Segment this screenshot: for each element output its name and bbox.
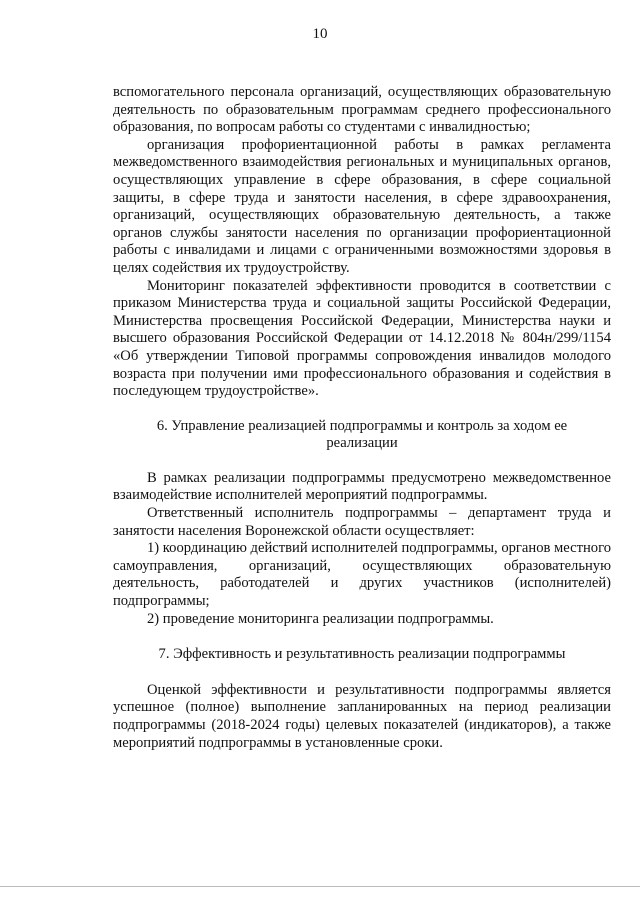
section-6-heading-line-1: 6. Управление реализацией подпрограммы и контроль за ходом ее (156, 417, 568, 434)
paragraph-effectiveness: Оценкой эффективности и результативности подпрограммы является успешное (полное) выполнение запланированных на период реализации подпрограммы (2018-2024 годы) целевых показателей (индикаторов), а также мероприятий подпрограммы в установленные сроки. (113, 681, 611, 751)
list-item-coordination: 1) координацию действий исполнителей подпрограммы, органов местного самоуправления, организаций, осуществляющих образовательную деятельность, работодателей и других участников (исполнителей) подпрограммы; (113, 540, 611, 610)
paragraph-responsible-executor: Ответственный исполнитель подпрограммы – департамент труда и занятости населения Воронежской области осуществляет: (113, 505, 611, 539)
section-7-heading: 7. Эффективность и результативность реализации подпрограммы (158, 646, 566, 663)
document-body (113, 84, 611, 752)
paragraph-interagency-cooperation: В рамках реализации подпрограммы предусмотрено межведомственное взаимодействие исполнителей мероприятий подпрограммы. (113, 469, 611, 504)
bottom-divider (0, 886, 640, 887)
list-item-monitoring: 2) проведение мониторинга реализации подпрограммы. (147, 610, 494, 627)
section-6-heading-line-2: реализации (326, 435, 398, 452)
page-number: 10 (312, 26, 328, 42)
paragraph-career-guidance: организация профориентационной работы в рамках регламента межведомственного взаимодействия региональных и муниципальных органов, осуществляющих управление в сфере образования, в сфере социальной защиты, в сфере труда и занятости населения, в сфере здравоохранения, организаций, осуществляющих образовательную деятельность, а также органов службы занятости населения по организации профориентационной работы с инвалидами и лицами с ограниченными возможностями здоровья в целях содействия их трудоустройству. (113, 136, 611, 276)
section-6-heading (113, 418, 611, 453)
paragraph-staff-training-continuation: вспомогательного персонала организаций, осуществляющих образовательную деятельность по образовательным программам среднего профессионального образования, по вопросам работы со студентами с инвалидностью; (113, 84, 611, 136)
paragraph-monitoring: Мониторинг показателей эффективности проводится в соответствии с приказом Министерства труда и социальной защиты Российской Федерации, Министерства просвещения Российской Федерации, Министерства науки и высшего образования Российской Федерации от 14.12.2018 № 804н/299/1154 «Об утверждении Типовой программы сопровождения инвалидов молодого возраста при получении ими профессионального образования и содействия в последующем трудоустройстве». (113, 277, 611, 400)
